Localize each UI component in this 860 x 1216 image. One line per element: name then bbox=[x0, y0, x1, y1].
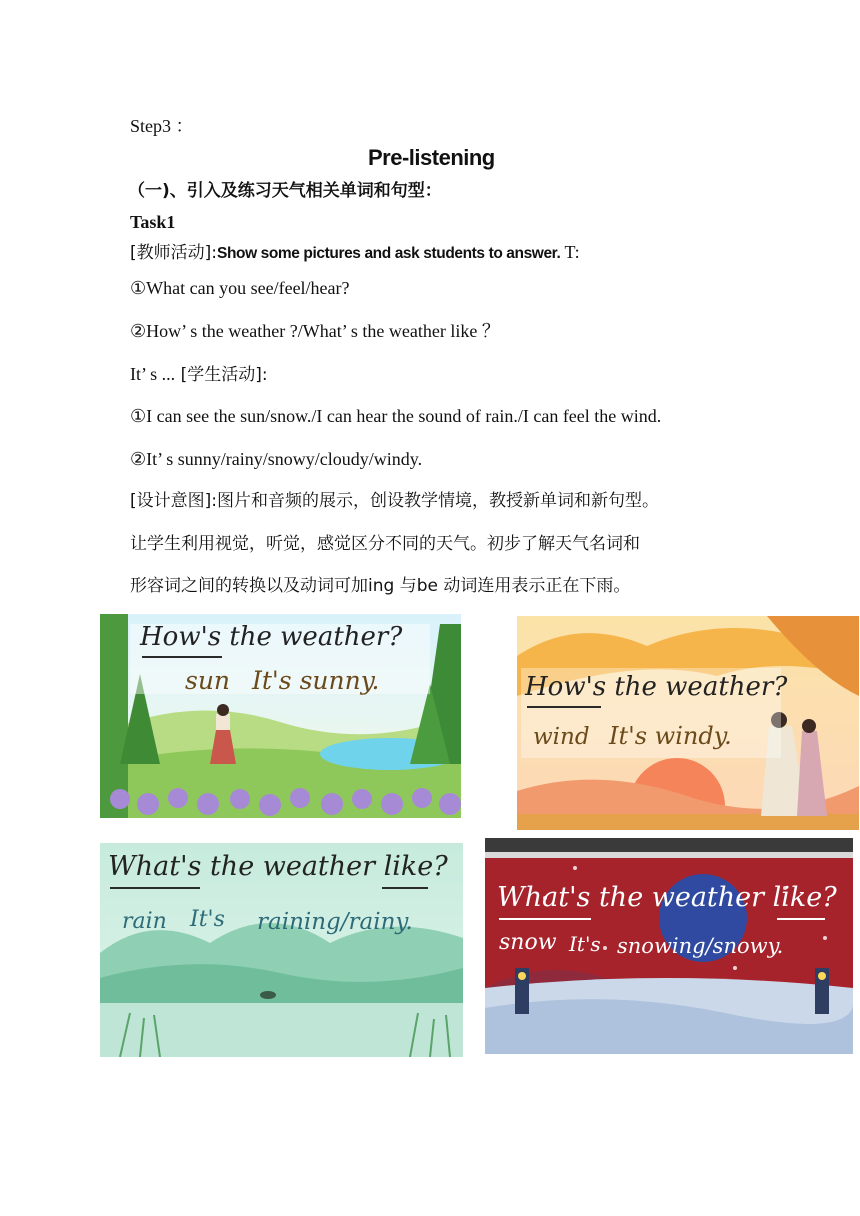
slide-snowy-underline-2 bbox=[777, 918, 825, 920]
student-activity-label: [学生活动]: bbox=[175, 365, 268, 385]
slide-sunny-underline bbox=[142, 656, 222, 658]
slide-snowy-underline-1 bbox=[499, 918, 591, 920]
answer-1: ①I can see the sun/snow./I can hear the sound of rain./I can feel the wind. bbox=[130, 406, 662, 426]
slide-rainy-word: rain bbox=[122, 909, 167, 934]
teacher-activity-text: Show some pictures and ask students to answer. bbox=[217, 245, 561, 262]
slide-sunny-question: How's the weather? bbox=[140, 622, 403, 652]
teacher-activity-line bbox=[130, 241, 580, 265]
slide-snowy-image bbox=[485, 838, 853, 1054]
task-label: Task1 bbox=[130, 212, 176, 232]
section-title: Pre-listening bbox=[368, 145, 495, 170]
teacher-suffix: T: bbox=[560, 242, 580, 262]
question-2: ②How’ s the weather ?/What’ s the weather like ？ bbox=[130, 321, 500, 341]
design-intent-line-1: [设计意图]:图片和音频的展示，创设教学情境，教授新单词和新句型。 bbox=[130, 491, 659, 511]
slide-snowy-question: What's the weather like? bbox=[497, 882, 837, 913]
slide-rainy-underline-1 bbox=[110, 887, 200, 889]
its-prompt: It’ s ... bbox=[130, 364, 176, 384]
slide-windy-image bbox=[517, 616, 859, 830]
slide-rainy-its: It's bbox=[190, 907, 225, 932]
slide-rainy-question: What's the weather like? bbox=[108, 851, 448, 882]
slide-snowy-answer: snowing/snowy. bbox=[617, 934, 784, 958]
section-heading: （一)、引入及练习天气相关单词和句型： bbox=[128, 181, 442, 201]
design-intent-line-3: 形容词之间的转换以及动词可加ing 与be 动词连用表示正在下雨。 bbox=[130, 576, 631, 596]
answer-2: ②It’ s sunny/rainy/snowy/cloudy/windy. bbox=[130, 449, 423, 469]
question-1: ①What can you see/feel/hear? bbox=[130, 278, 350, 298]
slide-rainy-underline-2 bbox=[382, 887, 428, 889]
teacher-activity-label: [教师活动]: bbox=[130, 243, 217, 263]
slide-rainy-image bbox=[100, 843, 463, 1057]
its-line bbox=[130, 363, 268, 386]
step-label: Step3 ： bbox=[130, 116, 194, 136]
slide-snowy-its: It's bbox=[569, 932, 601, 956]
slide-sunny-answer: It's sunny. bbox=[252, 666, 380, 695]
slide-sunny-image bbox=[100, 614, 461, 818]
slide-sunny-word: sun bbox=[185, 666, 231, 695]
slide-windy-underline bbox=[527, 706, 601, 708]
slide-windy-word: wind bbox=[533, 724, 590, 750]
slide-windy-answer: It's windy. bbox=[609, 722, 732, 750]
design-intent-line-2: 让学生利用视觉，听觉，感觉区分不同的天气。初步了解天气名词和 bbox=[130, 534, 640, 554]
slide-rainy-answer: raining/rainy. bbox=[257, 909, 413, 935]
slide-windy-question: How's the weather? bbox=[525, 672, 788, 702]
slide-snowy-word: snow bbox=[499, 930, 557, 955]
